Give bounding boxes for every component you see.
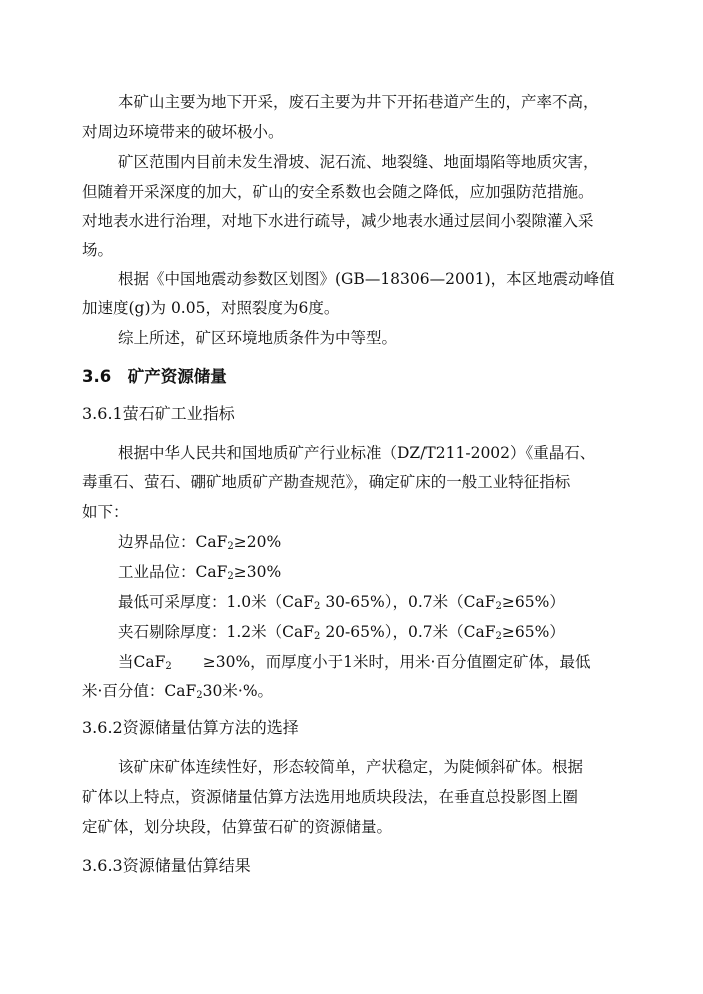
indicator-min-thickness: 最低可采厚度：1.0米（CaF$_2$ 30-65%），0.7米（CaF$_2$≥65%） [118, 593, 565, 612]
paragraph-line: 对地表水进行治理，对地下水进行疏导，减少地表水通过层间小裂隙灌入采 [82, 212, 594, 230]
paragraph-line: 场。 [82, 241, 114, 259]
paragraph-line: 根据《中国地震动参数区划图》(GB—18306—2001)，本区地震动峰值 [118, 270, 615, 288]
section-heading-3-6-3: 3.6.3资源储量估算结果 [82, 856, 251, 875]
indicator-condition: 当CaF$_2$ ≥30%，而厚度小于1米时，用米·百分值圈定矿体，最低 [118, 653, 591, 672]
paragraph-line: 毒重石、萤石、硼矿地质矿产勘查规范》，确定矿床的一般工业特征指标 [82, 473, 571, 491]
indicator-industrial-grade: 工业品位：CaF$_2$≥30% [118, 563, 282, 582]
paragraph-line: 该矿床矿体连续性好，形态较简单，产状稳定，为陡倾斜矿体。根据 [118, 758, 584, 776]
indicator-condition-continued: 米·百分值：CaF$_2$30米·%。 [82, 682, 274, 701]
paragraph-line: 对周边环境带来的破坏极小。 [82, 123, 284, 141]
paragraph-line: 定矿体，划分块段，估算萤石矿的资源储量。 [82, 818, 393, 836]
indicator-rock-thickness: 夹石剔除厚度：1.2米（CaF$_2$ 20-65%），0.7米（CaF$_2$≥65%） [118, 623, 565, 642]
paragraph-line: 加速度(g)为 0.05，对照裂度为6度。 [82, 299, 340, 317]
section-heading-3-6-2: 3.6.2资源储量估算方法的选择 [82, 718, 299, 737]
paragraph-line: 如下： [82, 503, 129, 521]
section-heading-3-6-1: 3.6.1萤石矿工业指标 [82, 404, 235, 423]
paragraph-line: 但随着开采深度的加大，矿山的安全系数也会随之降低，应加强防范措施。 [82, 183, 594, 201]
indicator-boundary-grade: 边界品位：CaF$_2$≥20% [118, 533, 282, 552]
section-heading-3-6: 3.6 矿产资源储量 [82, 367, 227, 386]
paragraph-line: 矿区范围内目前未发生滑坡、泥石流、地裂缝、地面塌陷等地质灾害， [118, 153, 599, 171]
paragraph-line: 矿体以上特点，资源储量估算方法选用地质块段法，在垂直总投影图上圈 [82, 788, 579, 806]
paragraph-line: 本矿山主要为地下开采，废石主要为井下开拓巷道产生的，产率不高， [118, 93, 599, 111]
paragraph-line: 根据中华人民共和国地质矿产行业标准（DZ/T211-2002）《重晶石、 [118, 444, 596, 462]
paragraph-line: 综上所述，矿区环境地质条件为中等型。 [118, 329, 398, 347]
